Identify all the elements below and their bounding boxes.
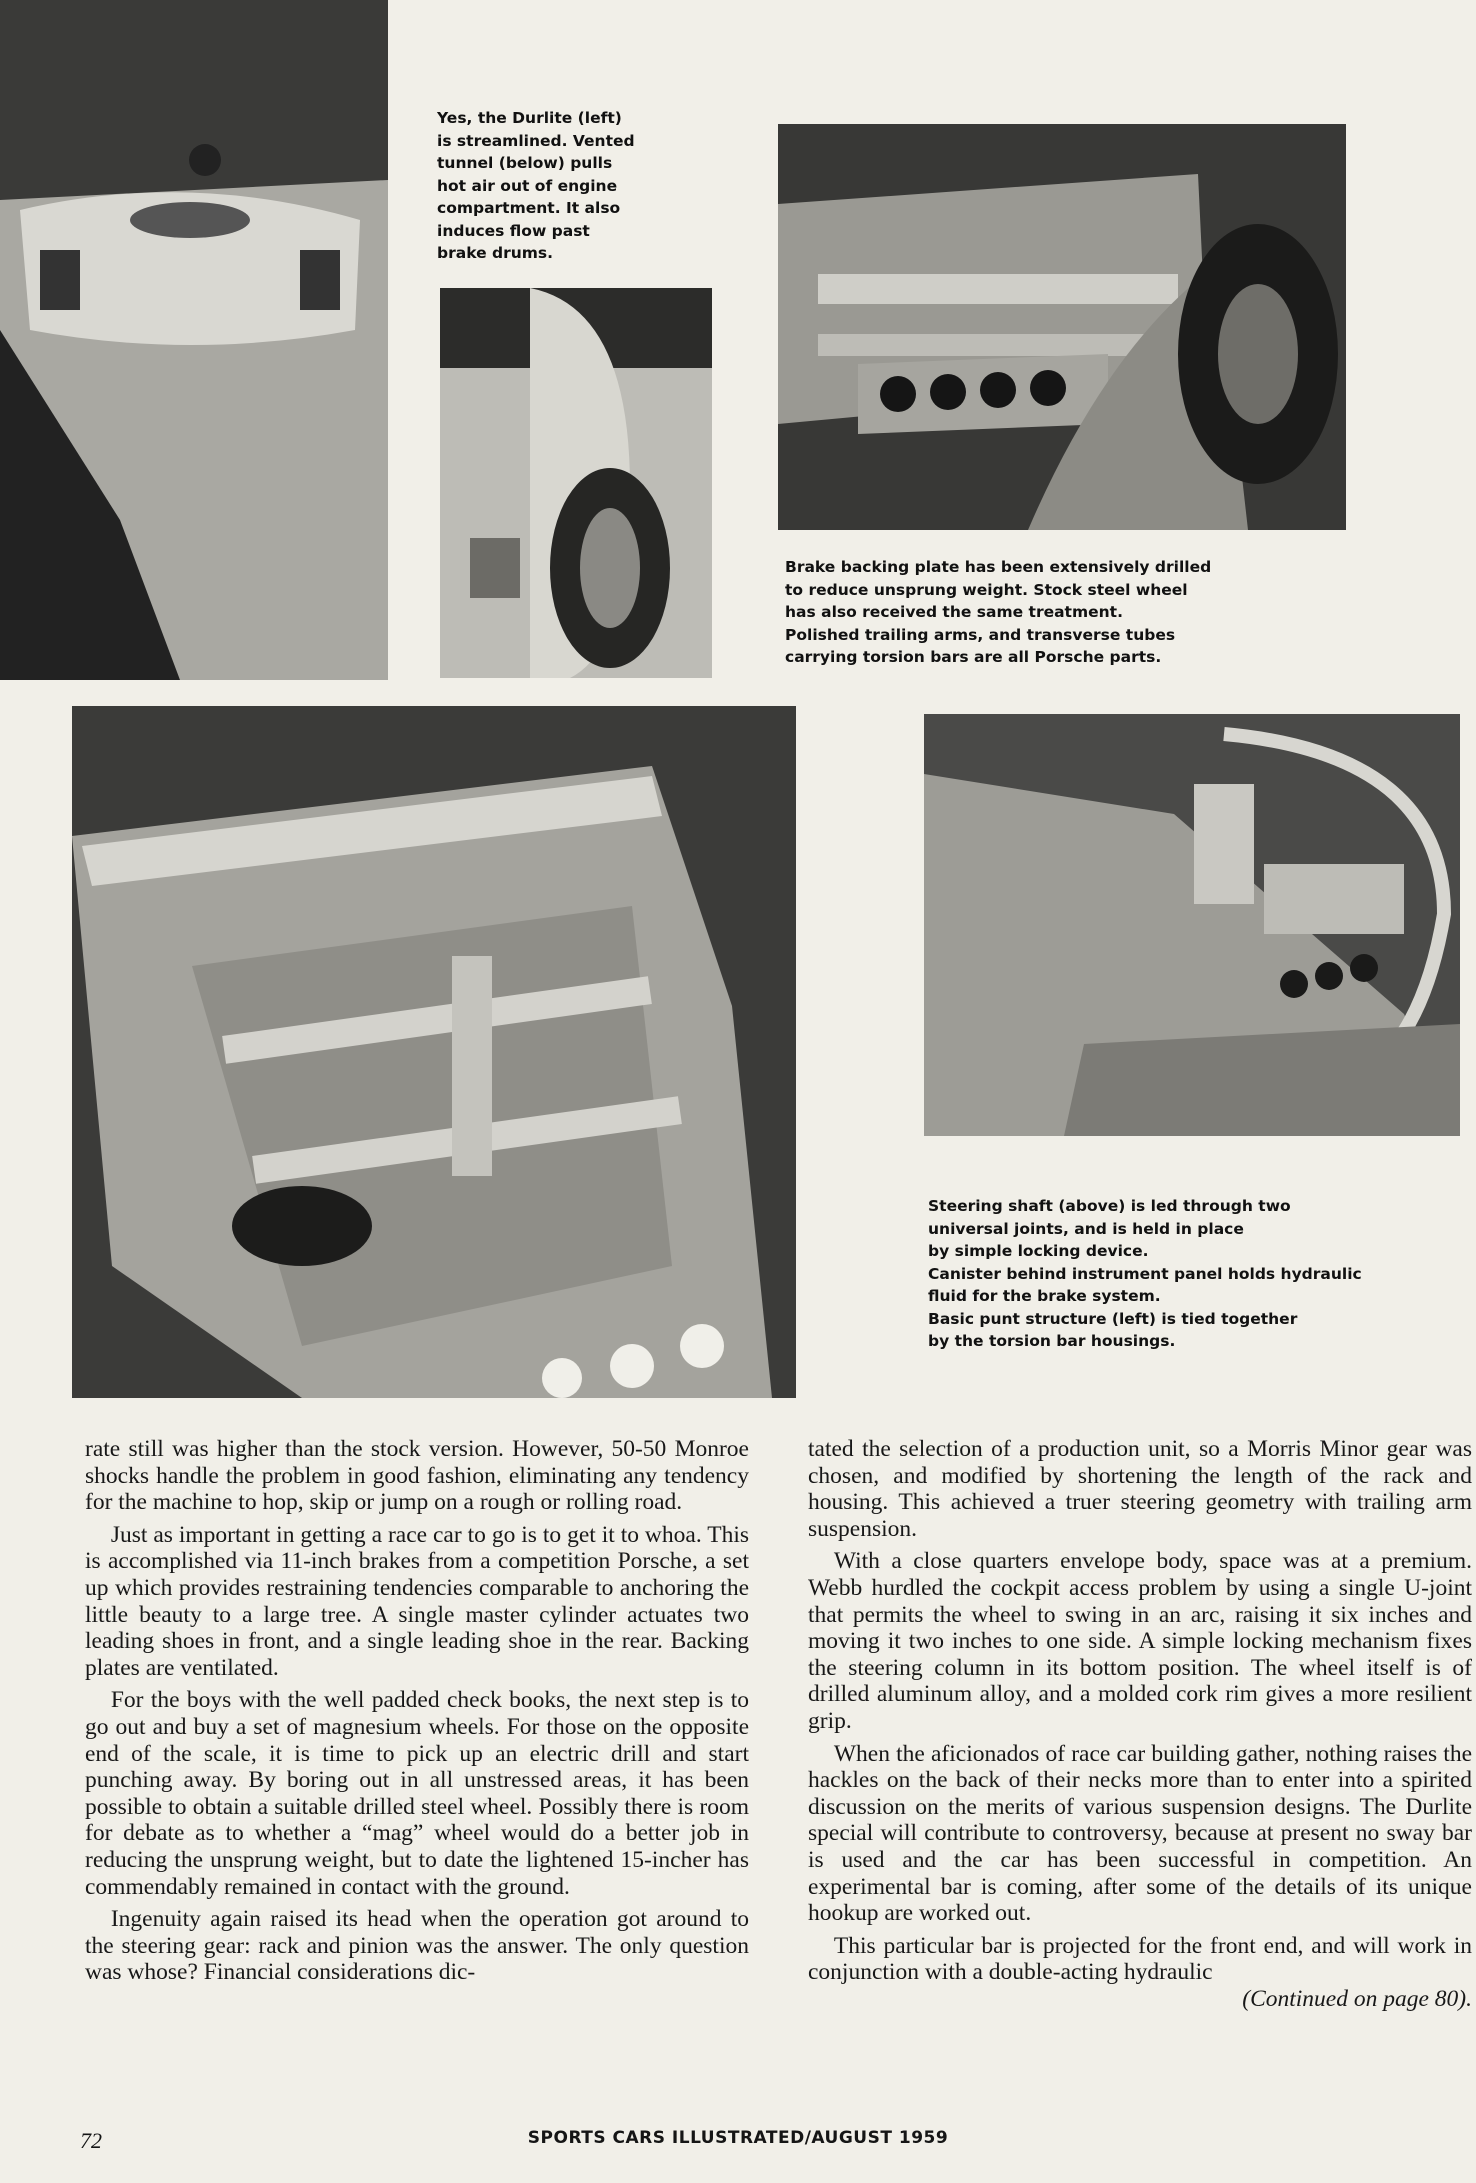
caption-durlite [437, 107, 635, 265]
caption-line: Canister behind instrument panel holds hydraulic [928, 1264, 1362, 1283]
caption-line: tunnel (below) pulls [437, 154, 613, 172]
caption-line: is streamlined. Vented [437, 131, 635, 150]
caption-line: hot air out of engine [437, 176, 618, 195]
article-paragraph: Just as important in getting a race car to go is to get it to whoa. This is accomplished via 11-inch brakes from a competition Porsche, a set up which provides restraining tendencies comparable to anchoring the little beauty to a large tree. A single master cylinder actuates two leading shoes in front, and a single leading shoe in the rear. Backing plates are ventilated. [85, 1521, 749, 1681]
article-paragraph: This particular bar is projected for the front end, and will work in conjunction with a double-acting hydraulic [808, 1932, 1472, 1986]
caption-line: Basic punt structure (left) is tied together [928, 1309, 1298, 1328]
article-right-column [808, 1436, 1472, 2012]
caption-line: by simple locking device. [928, 1242, 1149, 1260]
article-paragraph: For the boys with the well padded check books, the next step is to go out and buy a set of magnesium wheels. For those on the opposite end of the scale, it is time to pick up an electric drill and start punching away. By boring out in all unstressed areas, it has been possible to obtain a suitable drilled steel wheel. Possibly there is room for debate as to whether a “mag” wheel would do a better job in reducing the unsprung weight, but to date the lightened 15-incher has commendably remained in contact with the ground. [85, 1687, 749, 1900]
article-left-column [85, 1436, 749, 1986]
caption-line: carrying torsion bars are all Porsche parts. [785, 648, 1162, 666]
caption-line: induces flow past [437, 221, 590, 240]
article-paragraph: With a close quarters envelope body, space was at a premium. Webb hurdled the cockpit access problem by using a single U-joint that permits the wheel to swing in an arc, raising it six inches and moving it two inches to one side. A simple locking mechanism fixes the steering column in its bottom position. The wheel itself is of drilled aluminum alloy, and a molded cork rim gives a more resilient grip. [808, 1548, 1472, 1734]
caption-line: compartment. It also [437, 199, 621, 217]
photo-vented-tunnel [440, 288, 712, 678]
caption-steering [928, 1195, 1362, 1353]
page-number: 72 [80, 2128, 102, 2153]
article-paragraph: rate still was higher than the stock version. However, 50-50 Monroe shocks handle the problem in good fashion, eliminating any tendency for the machine to hop, skip or jump on a rough or rolling road. [85, 1436, 749, 1516]
article-paragraph: When the aficionados of race car building gather, nothing raises the hackles on the back of their necks more than to enter into a spirited discussion on the merits of various suspension designs. The Durlite special will contribute to controversy, because at present no sway bar is used and the car has been successful in competition. An experimental bar is coming, after some of the details of its unique hookup are worked out. [808, 1740, 1472, 1927]
caption-line: has also received the same treatment. [785, 603, 1123, 621]
caption-line: Polished trailing arms, and transverse tubes [785, 625, 1176, 644]
continued-note: (Continued on page 80). [1242, 1985, 1472, 2012]
caption-line: brake drums. [437, 244, 554, 262]
article-paragraph: tated the selection of a production unit, so a Morris Minor gear was chosen, and modified by shortening the length of the rack and housing. This achieved a truer steering geometry with trailing arm suspension. [808, 1436, 1472, 1542]
caption-line: Steering shaft (above) is led through two [928, 1197, 1291, 1215]
article-paragraph: Ingenuity again raised its head when the operation got around to the steering gear: rack and pinion was the answer. The only question was whose? Financial considerations dic- [85, 1906, 749, 1986]
caption-line: Brake backing plate has been extensively drilled [785, 558, 1212, 576]
caption-line: to reduce unsprung weight. Stock steel wheel [785, 580, 1188, 599]
caption-line: Yes, the Durlite (left) [437, 109, 622, 127]
caption-line: fluid for the brake system. [928, 1287, 1161, 1305]
photo-punt-structure [72, 706, 796, 1398]
caption-brake [785, 556, 1211, 669]
caption-line: by the torsion bar housings. [928, 1332, 1176, 1350]
photo-brake-backing-plate [778, 124, 1346, 530]
caption-line: universal joints, and is held in place [928, 1219, 1244, 1238]
photo-durlite-on-road [0, 0, 388, 680]
running-title: SPORTS CARS ILLUSTRATED/AUGUST 1959 [527, 2128, 949, 2148]
photo-steering-shaft [924, 714, 1460, 1136]
